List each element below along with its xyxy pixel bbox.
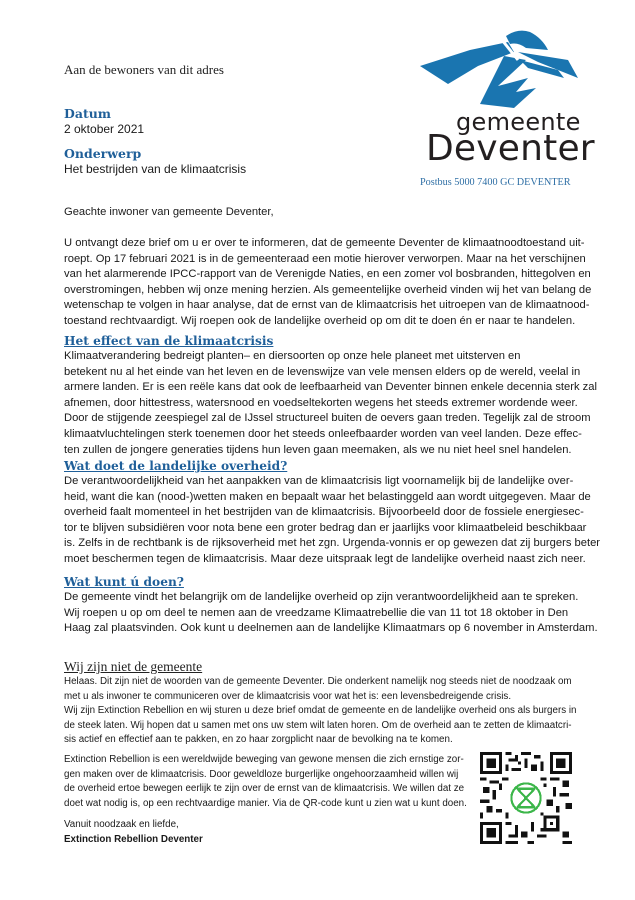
section-line: is. Zelfs in de rechtbank is de rijksoverheid met het zgn. Urgenda-vonnis er op gewezen dat zij burgers beter xyxy=(64,537,601,550)
xr-line: Extinction Rebellion is een wereldwijde beweging van gewone mensen die zich ernstige zor- xyxy=(64,754,464,765)
section-line: afnemen, door hittestress, watersnood en voedseltekorten wegens het steeds extremer wordende weer. xyxy=(64,396,578,409)
section-line: heid, want die kan (nood-)wetten maken en bepaalt waar het belastinggeld aan wordt uitgegeven. Maar de xyxy=(64,490,591,503)
salutation: Geachte inwoner van gemeente Deventer, xyxy=(64,206,274,218)
closing: Vanuit noodzaak en liefde, xyxy=(64,819,179,830)
section-heading: Wat doet de landelijke overheid? xyxy=(64,459,288,473)
logo-text-gemeente: gemeente xyxy=(456,108,581,136)
logo-text-deventer: Deventer xyxy=(426,128,595,169)
intro-line: wetenschap te volgen in haar analyse, dat de ernst van de klimaatcrisis het uitroepen van de klimaatnood- xyxy=(64,299,590,312)
meta-date-label: Datum xyxy=(64,106,112,121)
section-line: moet beschermen tegen de klimaatcrisis. Maar deze uitspraak legt de landelijke overheid naast zich neer. xyxy=(64,552,586,565)
disclaimer-heading: Wij zijn niet de gemeente xyxy=(64,659,203,674)
xr-paragraph xyxy=(64,753,474,811)
section-line: Haag zal plaatsvinden. Ook kunt u deelnemen aan de landelijke Klimaatmars op 6 november in Amsterdam. xyxy=(64,622,598,635)
section-line: betekent nu al het einde van het leven en de levenswijze van vele mensen elders op de wereld, veelal in xyxy=(64,365,581,378)
intro-line: toestand rechtvaardigt. Wij roepen ook de landelijke overheid op om dit te doen én er naar te handelen. xyxy=(64,314,576,327)
section-line: Door de stijgende zeespiegel zal de IJssel structureel buiten de oevers gaan treden. Tegelijk zal de stroom xyxy=(64,412,591,425)
section-line: ten zullen de jongere generaties tijdens hun leven gaan meemaken, als we nu niet heel snel handelen. xyxy=(64,443,572,456)
xr-line: doet wat nodig is, op een rechtvaardige manier. Via de QR-code kunt u zien wat u kunt doen. xyxy=(64,797,467,809)
qr-code[interactable] xyxy=(480,752,572,844)
section-line: De verantwoordelijkheid van het aanpakken van de klimaatcrisis ligt voornamelijk bij de landelijke over- xyxy=(64,475,574,487)
section-line: tor te blijven subsidiëren voor nota bene een groter bedrag dan er jaarlijks voor klimaatbeleid beschikbaar xyxy=(64,521,587,534)
meta-date xyxy=(64,106,144,136)
intro-line: roept. Op 17 februari 2021 is in de gemeenteraad een motie hierover verworpen. Maar na het verschijnen xyxy=(64,252,586,265)
intro-line: U ontvangt deze brief om u er over te informeren, dat de gemeente Deventer de klimaatnoodtoestand uit- xyxy=(64,237,585,249)
gemeente-deventer-logo xyxy=(418,26,595,196)
disclaimer-line: sis actief en effectief aan te pakken, en zo haar zorgplicht naar de bevolking na te komen. xyxy=(64,734,453,746)
deventer-bird-emblem-icon xyxy=(418,26,588,116)
section-line: klimaatvluchtelingen sterk toenemen door het steeds onleefbaarder worden van veel landen. Deze effec- xyxy=(64,427,582,440)
postbus-address: Postbus 5000 7400 GC DEVENTER xyxy=(420,177,571,188)
section-heading: Het effect van de klimaatcrisis xyxy=(64,334,274,348)
section-line: overheid faalt momenteel in het bestrijden van de klimaatcrisis. Bijvoorbeeld door de fossiele energiesec- xyxy=(64,506,584,519)
section-line: Wij roepen u op om deel te nemen aan de vreedzame Klimaatrebellie die van 11 tot 18 oktober in Den xyxy=(64,606,569,619)
disclaimer-line: Wij zijn Extinction Rebellion en wij sturen u deze brief omdat de gemeente en de landelijke overheid ons als burgers in xyxy=(64,705,577,717)
signature: Extinction Rebellion Deventer xyxy=(64,833,203,845)
qr-code-pattern-icon xyxy=(480,752,572,844)
section-heading: Wat kunt ú doen? xyxy=(64,575,184,589)
addressee: Aan de bewoners van dit adres xyxy=(64,62,224,77)
section-national-government xyxy=(64,458,601,568)
meta-subject xyxy=(64,146,246,176)
disclaimer-line: met u als inwoner te communiceren over de klimaatcrisis voor wat het is: een levensbedreigende crisis. xyxy=(64,690,512,702)
xr-line: de overheid ertoe bewegen eerlijk te zijn over de ernst van de klimaatcrisis. We willen dat ze xyxy=(64,783,465,795)
intro-line: overstromingen, hebben wij onze mening herzien. Als gemeentelijke overheid vinden wij het van belang de xyxy=(64,283,592,296)
intro-paragraph xyxy=(64,236,592,330)
meta-subject-value: Het bestrijden van de klimaatcrisis xyxy=(64,162,247,176)
section-effect xyxy=(64,333,597,458)
section-line: Klimaatverandering bedreigt planten– en diersoorten op onze hele planeet met uitsterven en xyxy=(64,350,521,362)
meta-subject-label: Onderwerp xyxy=(64,146,142,161)
section-what-can-you-do xyxy=(64,574,598,637)
disclaimer-line: Helaas. Dit zijn niet de woorden van de gemeente Deventer. Die onderkent namelijk nog steeds niet de noodzaak om xyxy=(64,676,572,687)
meta-date-value: 2 oktober 2021 xyxy=(64,122,145,136)
intro-line: van het alarmerende IPCC-rapport van de Verenigde Naties, en een zomer vol bosbranden, hittegolven en xyxy=(64,268,591,281)
section-line: De gemeente vindt het belangrijk om de landelijke overheid op zijn verantwoordelijkheid aan te spreken. xyxy=(64,591,579,603)
section-disclaimer xyxy=(64,659,604,748)
disclaimer-line: de steek laten. Wij hopen dat u samen met ons uw stem wilt laten horen. Om de overheid aan te zetten de klimaatcri- xyxy=(64,719,572,731)
xr-line: gen maken over de klimaatcrisis. Door geweldloze burgerlijke ongehoorzaamheid willen wij xyxy=(64,768,459,780)
section-line: armere landen. Er is een reële kans dat ook de leefbaarheid van Deventer binnen enkele decennia sterk zal xyxy=(64,381,597,394)
